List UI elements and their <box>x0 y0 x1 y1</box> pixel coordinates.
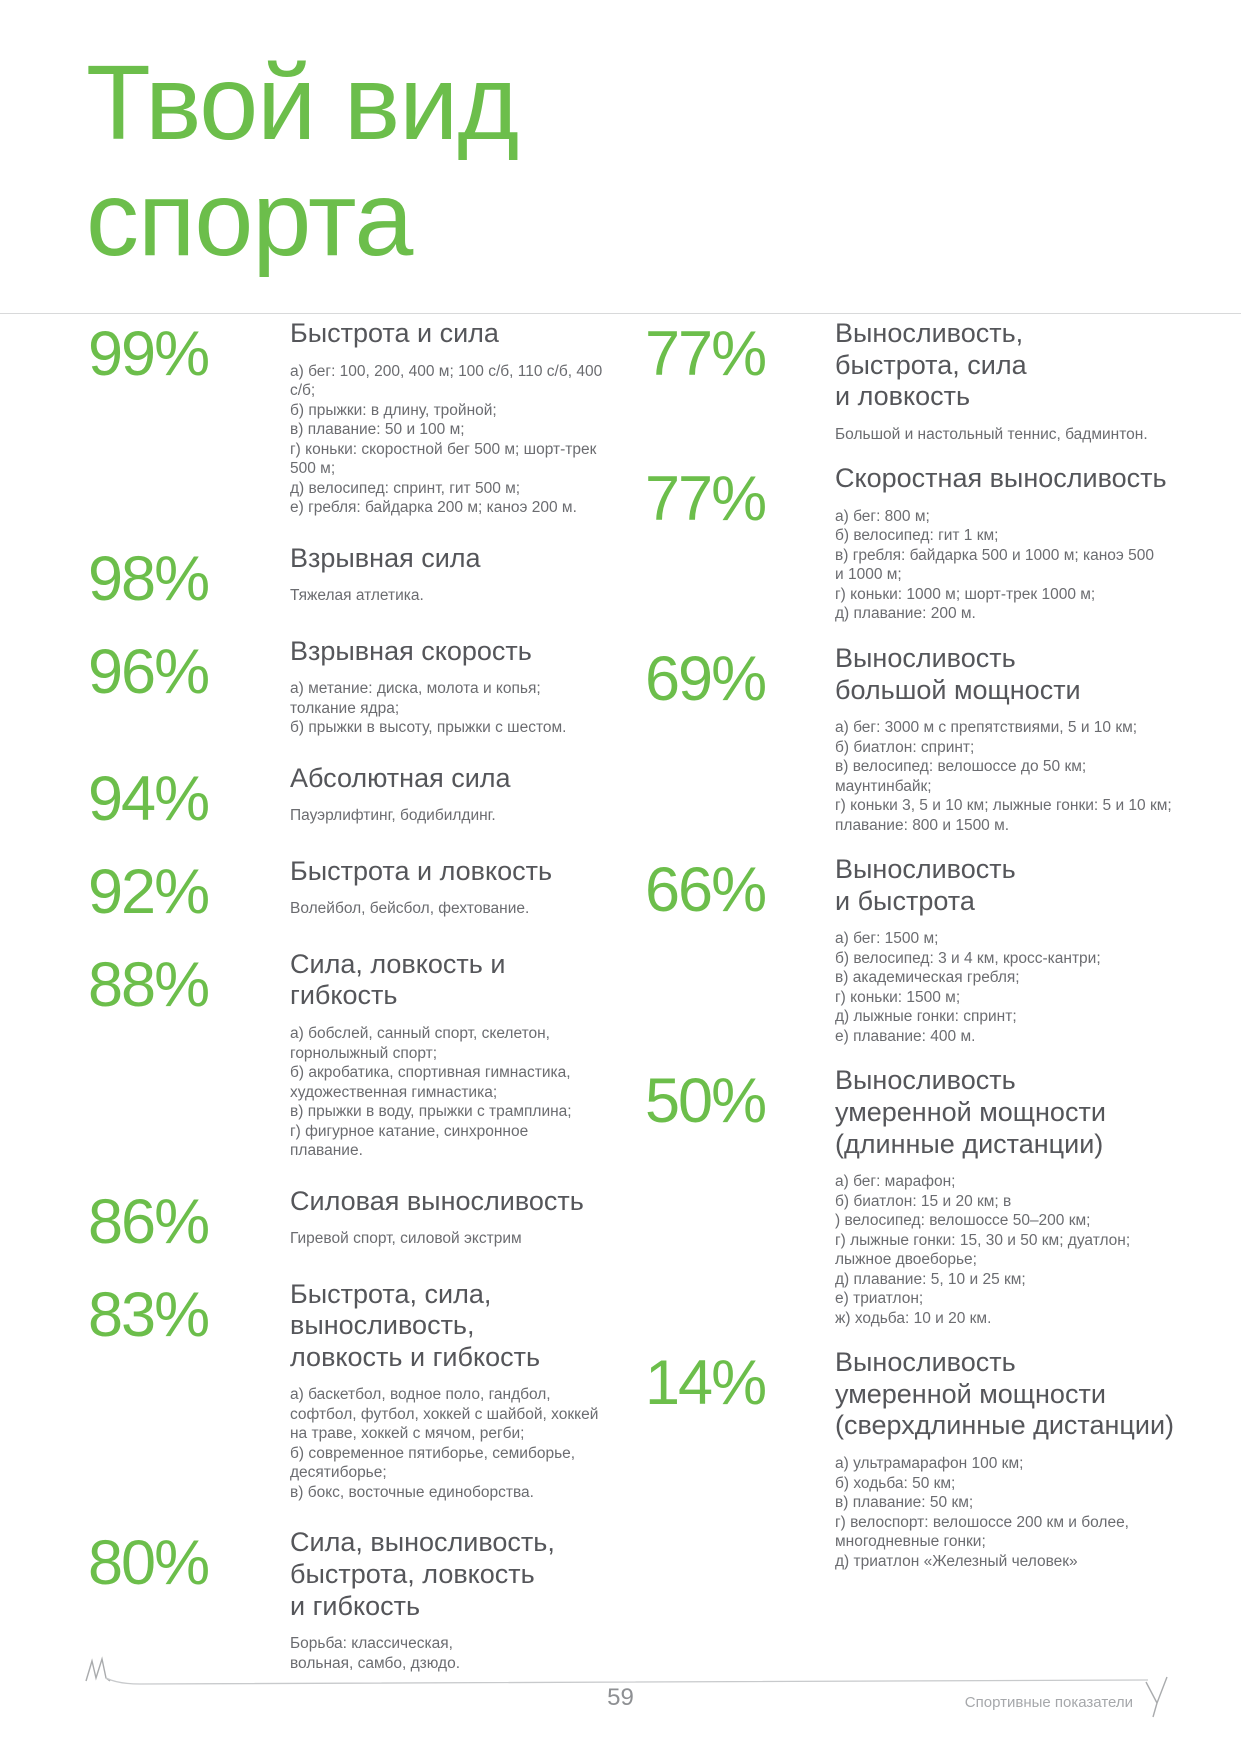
entry-body <box>835 643 1175 835</box>
sport-category-entry <box>88 318 605 518</box>
entry-percent: 99% <box>88 319 209 389</box>
page-number: 59 <box>607 1684 634 1711</box>
entry-title: Быстрота, сила, выносливость, ловкость и гибкость <box>290 1278 541 1372</box>
entry-body <box>290 1186 605 1249</box>
entry-percent: 66% <box>645 855 766 926</box>
entry-title: Взрывная сила <box>290 542 481 573</box>
entry-body <box>835 854 1175 1046</box>
page-title: Твой вид спорта <box>86 44 519 278</box>
entry-title: Сила, ловкость и гибкость <box>290 948 506 1011</box>
entry-body <box>290 318 605 518</box>
entry-body <box>290 1279 605 1503</box>
entry-description: а) бег: 800 м; б) велосипед: гит 1 км; в) гребля: байдарка 500 и 1000 м; каноэ 500 и 1000 м; г) коньки: 1000 м; шорт-трек 1000 м; д) плавание: 200 м. <box>835 507 1154 623</box>
entry-description: а) бобслей, санный спорт, скелетон, горнолыжный спорт; б) акробатика, спортивная гимнастика, художественная гимнастика; в) прыжки в воду, прыжки с трамплина; г) фигурное катание, синхронное плавание. <box>290 1024 572 1160</box>
entry-percent: 92% <box>88 856 209 927</box>
sport-category-entry <box>88 1279 605 1503</box>
entry-title: Выносливость умеренной мощности (длинные дистанции) <box>835 1065 1106 1159</box>
sport-category-entry <box>645 318 1175 444</box>
entry-description: Гиревой спорт, силовой экстрим <box>290 1230 522 1248</box>
section-label: Спортивные показатели <box>964 1694 1133 1711</box>
entry-percent: 96% <box>88 636 209 707</box>
entry-percent: 83% <box>88 1279 209 1350</box>
entry-title: Выносливость большой мощности <box>835 642 1081 705</box>
entry-description: а) баскетбол, водное поло, гандбол, софтбол, футбол, хоккей с шайбой, хоккей на траве, хоккей с мячом, регби; б) современное пятиборье, семиборье, десятиборье; в) бокс, восточные единоборства. <box>290 1386 599 1501</box>
entry-description: а) бег: марафон; б) биатлон: 15 и 20 км; в ) велосипед: велошоссе 50–200 км; г) лыжные гонки: 15, 30 и 50 км; дуатлон; лыжное двоеборье; д) плавание: 5, 10 и 25 км; е) триатлон; ж) ходьба: 10 и 20 км. <box>835 1173 1131 1327</box>
entry-description: а) ультрамарафон 100 км; б) ходьба: 50 км; в) плавание: 50 км; г) велоспорт: велошоссе 200 км и более, многодневные гонки; д) триатлон «Железный человек» <box>835 1455 1129 1570</box>
entry-body <box>290 543 605 606</box>
sport-category-entry <box>88 762 605 834</box>
entry-description: а) метание: диска, молота и копья; толкание ядра; б) прыжки в высоту, прыжки с шестом. <box>290 680 567 737</box>
top-divider <box>0 313 1241 314</box>
entry-percent: 98% <box>88 543 209 614</box>
sport-category-entry <box>645 1347 1175 1571</box>
entry-title: Взрывная скорость <box>290 635 532 666</box>
entry-description: а) бег: 100, 200, 400 м; 100 с/б, 110 с/б, 400 с/б; б) прыжки: в длину, тройной; в) плавание: 50 и 100 м; г) коньки: скоростной бег 500 м; шорт-трек 500 м; д) велосипед: спринт, гит 500 м; е) гребля: байдарка 200 м; каноэ 200 м. <box>290 362 603 517</box>
sport-category-entry <box>645 643 1175 835</box>
entry-description: Тяжелая атлетика. <box>290 587 424 605</box>
entry-percent: 77% <box>645 319 766 389</box>
entry-body <box>835 1347 1175 1571</box>
entry-title: Выносливость умеренной мощности (сверхдлинные дистанции) <box>835 1347 1175 1441</box>
sport-category-entry <box>645 854 1175 1046</box>
entry-description: а) бег: 1500 м; б) велосипед: 3 и 4 км, кросс-кантри; в) академическая гребля; г) коньки: 1500 м; д) лыжные гонки: спринт; е) плавание: 400 м. <box>835 930 1101 1045</box>
entry-body <box>835 463 1175 624</box>
entry-description: Борьба: классическая, вольная, самбо, дзюдо. <box>290 1635 461 1672</box>
entry-title: Выносливость и быстрота <box>835 854 1016 916</box>
column-left <box>88 318 605 1698</box>
sport-category-entry <box>88 636 605 738</box>
entry-body <box>290 856 605 919</box>
entry-description: Большой и настольный теннис, бадминтон. <box>835 425 1148 443</box>
entry-body <box>835 318 1175 444</box>
entry-percent: 69% <box>645 643 766 714</box>
entry-body <box>290 636 605 738</box>
entry-title: Абсолютная сила <box>290 762 511 793</box>
sport-category-entry <box>645 463 1175 624</box>
entry-title: Сила, выносливость, быстрота, ловкость и гибкость <box>290 1527 555 1621</box>
entry-percent: 94% <box>88 763 209 834</box>
entry-title: Быстрота и сила <box>290 318 499 348</box>
entry-description: Волейбол, бейсбол, фехтование. <box>290 900 530 918</box>
entry-body <box>290 949 605 1161</box>
sport-category-entry <box>88 542 605 614</box>
entry-percent: 50% <box>645 1066 766 1137</box>
entry-percent: 80% <box>88 1528 209 1599</box>
entry-percent: 14% <box>645 1348 766 1419</box>
sport-category-entry <box>88 855 605 927</box>
entry-title: Скоростная выносливость <box>835 463 1167 494</box>
entry-body <box>835 1065 1175 1328</box>
column-right <box>645 318 1175 1590</box>
entry-title: Выносливость, быстрота, сила и ловкость <box>835 318 1027 412</box>
sport-category-entry <box>645 1065 1175 1328</box>
entry-description: Пауэрлифтинг, бодибилдинг. <box>290 807 496 825</box>
entry-percent: 77% <box>645 464 766 535</box>
entry-body <box>290 763 605 826</box>
entry-title: Силовая выносливость <box>290 1185 584 1216</box>
sport-category-entry <box>88 949 605 1161</box>
entry-description: а) бег: 3000 м с препятствиями, 5 и 10 км; б) биатлон: спринт; в) велосипед: велошоссе до 50 км; маунтинбайк; г) коньки 3, 5 и 10 км; лыжные гонки: 5 и 10 км; плавание: 800 и 1500 м. <box>835 719 1172 834</box>
sport-category-entry <box>88 1185 605 1257</box>
entry-percent: 88% <box>88 949 209 1020</box>
entry-percent: 86% <box>88 1186 209 1257</box>
entry-title: Быстрота и ловкость <box>290 855 553 886</box>
